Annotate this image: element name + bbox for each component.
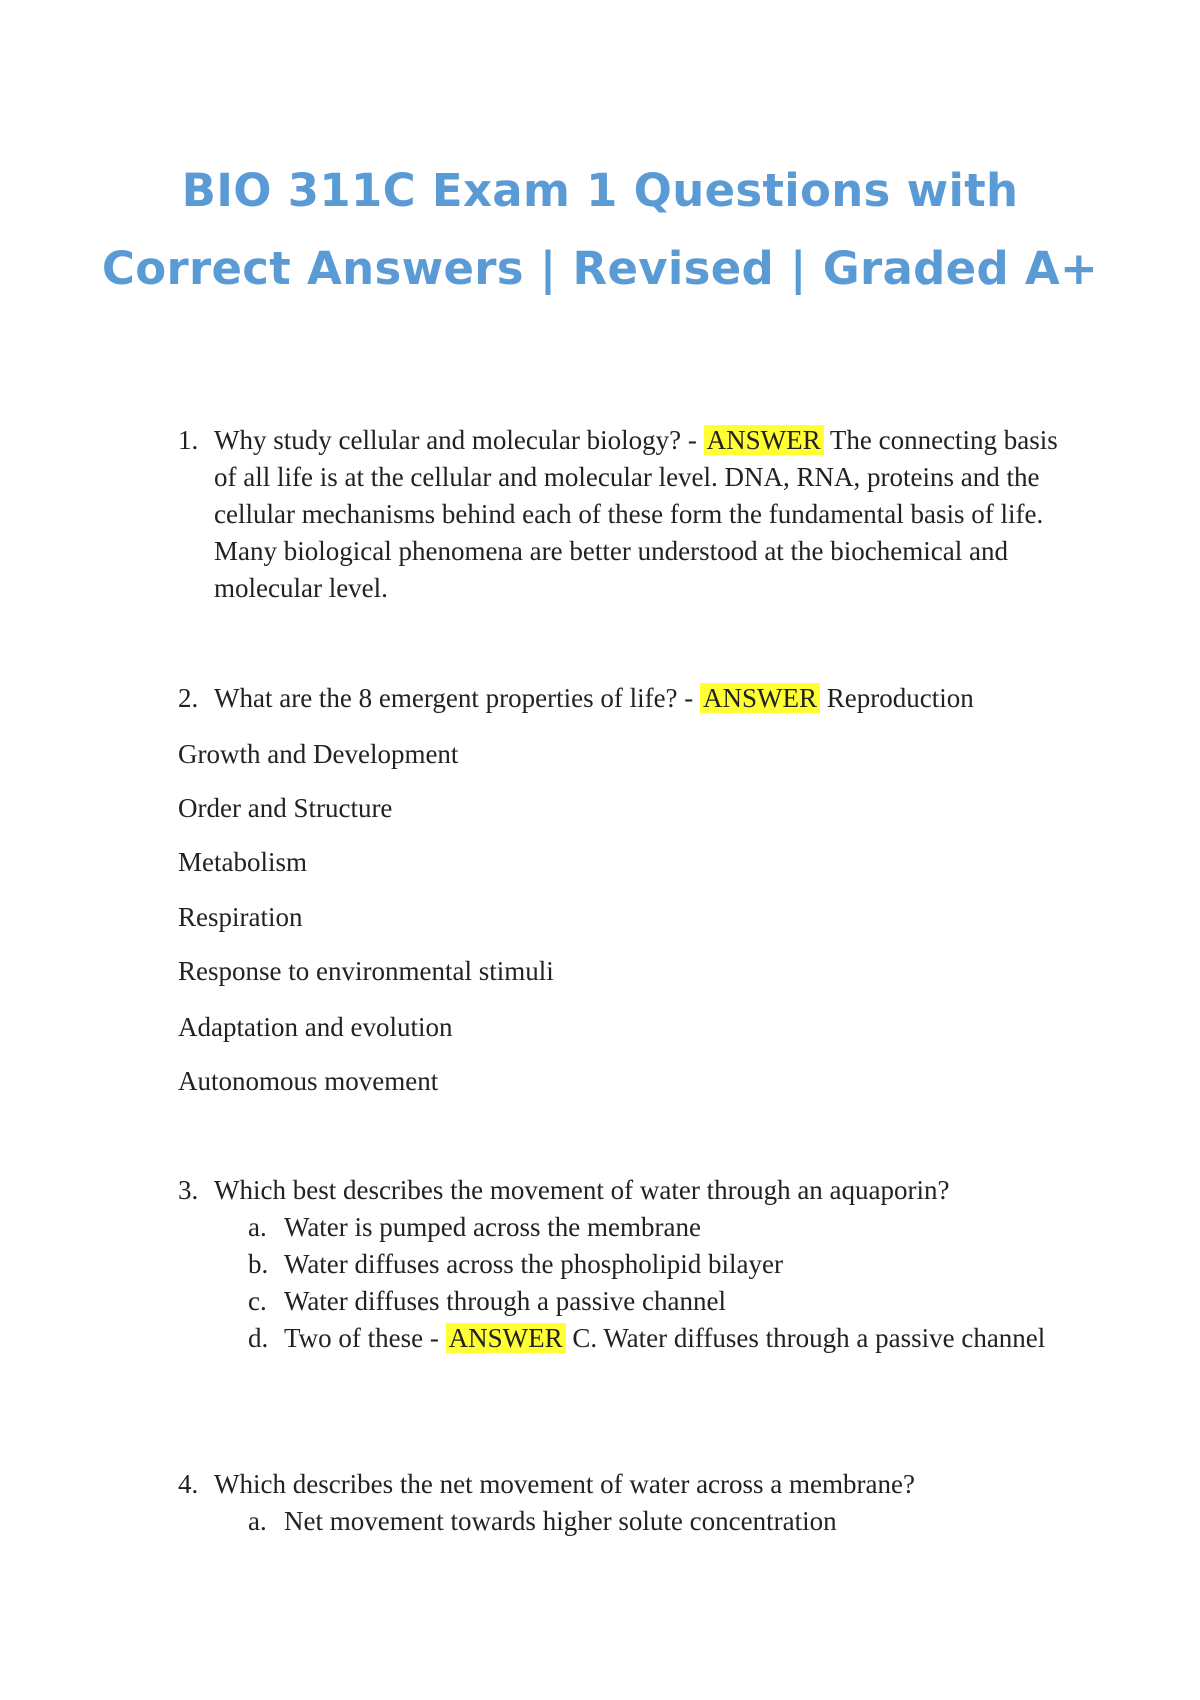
question-number: 3.: [178, 1175, 199, 1205]
option-letter: a.: [248, 1506, 267, 1536]
option-text: Water is pumped across the membrane: [284, 1212, 701, 1242]
question-1: [178, 422, 1058, 607]
question-number: 4.: [178, 1469, 199, 1499]
title-line-1: BIO 311C Exam 1 Questions with: [181, 164, 1019, 217]
property-item: Autonomous movement: [178, 1066, 439, 1096]
option-letter: b.: [248, 1249, 269, 1279]
answer-text: C. Water diffuses through a passive channel: [572, 1323, 1046, 1353]
option-letter: c.: [248, 1286, 267, 1316]
options-list: [248, 1209, 1058, 1357]
answer-text: Reproduction: [826, 683, 974, 713]
title-line-2: Correct Answers | Revised | Graded A+: [101, 242, 1099, 295]
option-d: [248, 1320, 1058, 1357]
answer-text: The connecting basis of all life is at the cellular and molecular level. DNA, RNA, proteins and the cellular mechanisms behind each of these form the fundamental basis of life. Many biological phenomena are better understood at the biochemical and molecular level.: [214, 425, 1058, 603]
question-text: Which best describes the movement of water through an aquaporin?: [214, 1175, 950, 1205]
property-item: Response to environmental stimuli: [178, 956, 554, 986]
property-item: Respiration: [178, 902, 303, 932]
option-text: Net movement towards higher solute concentration: [284, 1506, 837, 1536]
answer-highlight: ANSWER: [704, 425, 824, 455]
question-text: Why study cellular and molecular biology? -: [214, 425, 697, 455]
option-a: [248, 1209, 1058, 1246]
option-text: Water diffuses across the phospholipid bilayer: [284, 1249, 783, 1279]
question-2: [178, 680, 1058, 717]
answer-highlight: ANSWER: [446, 1323, 566, 1353]
option-b: [248, 1246, 1058, 1283]
options-list: [248, 1503, 1058, 1540]
question-number: 1.: [178, 425, 199, 455]
option-text: Water diffuses through a passive channel: [284, 1286, 726, 1316]
option-text: Two of these -: [284, 1323, 439, 1353]
question-text: Which describes the net movement of water across a membrane?: [214, 1469, 915, 1499]
property-item: Adaptation and evolution: [178, 1012, 453, 1042]
question-text: What are the 8 emergent properties of life? -: [214, 683, 694, 713]
property-item: Metabolism: [178, 847, 307, 877]
question-number: 2.: [178, 683, 199, 713]
property-item: Order and Structure: [178, 793, 393, 823]
option-c: [248, 1283, 1058, 1320]
option-letter: a.: [248, 1212, 267, 1242]
question-3: [178, 1172, 1058, 1357]
option-a: [248, 1503, 1058, 1540]
option-letter: d.: [248, 1323, 269, 1353]
answer-highlight: ANSWER: [700, 683, 820, 713]
document-title: [0, 152, 1200, 308]
question-4: [178, 1466, 1058, 1540]
property-item: Growth and Development: [178, 739, 459, 769]
